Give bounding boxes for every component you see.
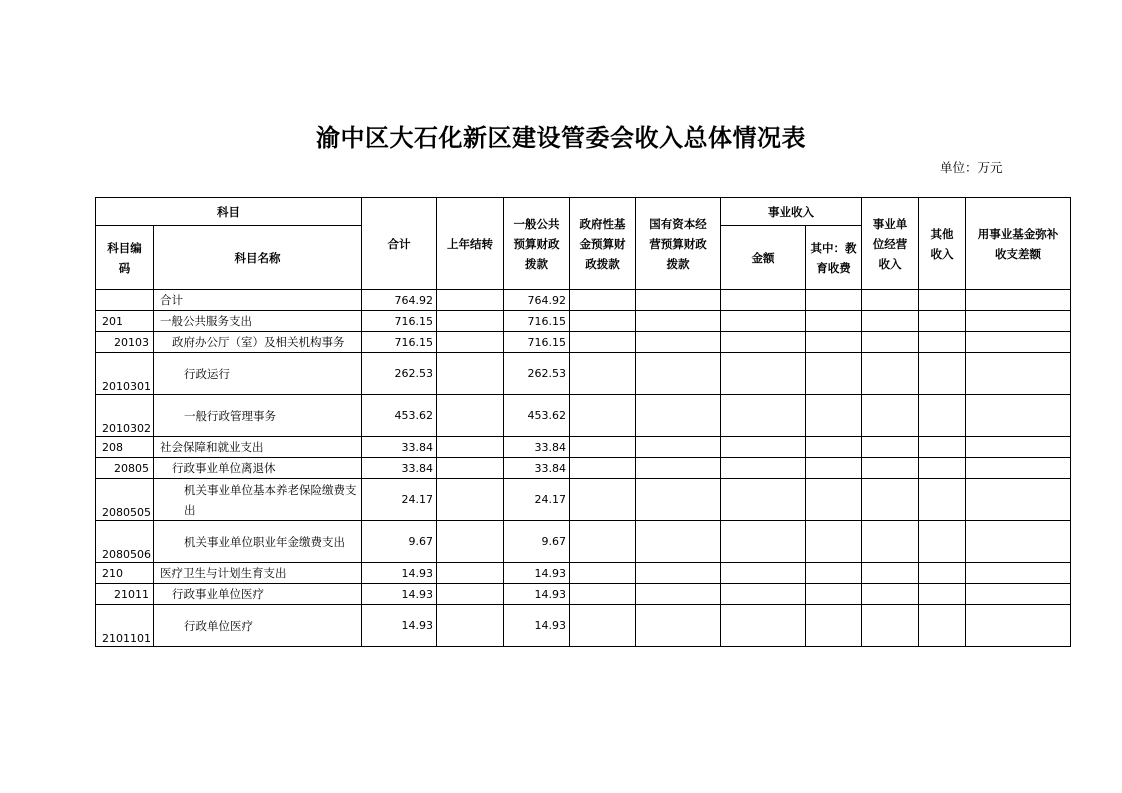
gov-fund-cell [570, 311, 636, 332]
amount-cell [721, 479, 806, 521]
total-cell: 453.62 [362, 395, 437, 437]
state-capital-cell [636, 332, 721, 353]
total-cell: 14.93 [362, 605, 437, 647]
education-fee-cell [806, 353, 862, 395]
fund-balance-cell [966, 479, 1071, 521]
fund-balance-cell [966, 521, 1071, 563]
total-cell: 24.17 [362, 479, 437, 521]
general-budget-cell: 262.53 [504, 353, 570, 395]
table-row [96, 479, 1071, 521]
amount-cell [721, 563, 806, 584]
subject-code-cell: 210 [96, 563, 154, 584]
education-fee-cell [806, 521, 862, 563]
amount-cell [721, 584, 806, 605]
subject-code-cell: 20103 [96, 332, 154, 353]
fund-balance-cell [966, 332, 1071, 353]
state-capital-cell [636, 395, 721, 437]
subject-name-cell: 机关事业单位职业年金缴费支出 [154, 521, 362, 563]
other-income-cell [919, 332, 966, 353]
education-fee-cell [806, 563, 862, 584]
general-budget-cell: 33.84 [504, 458, 570, 479]
general-budget-cell: 716.15 [504, 332, 570, 353]
header-education-fee: 其中：教 育收费 [806, 226, 862, 290]
subject-name-cell: 政府办公厅（室）及相关机构事务 [154, 332, 362, 353]
general-budget-cell: 14.93 [504, 605, 570, 647]
subject-name-cell: 行政事业单位离退休 [154, 458, 362, 479]
other-income-cell [919, 311, 966, 332]
other-income-cell [919, 290, 966, 311]
subject-name-cell: 医疗卫生与计划生育支出 [154, 563, 362, 584]
gov-fund-cell [570, 605, 636, 647]
subject-code-cell: 2080505 [96, 479, 154, 521]
subject-name-cell: 一般公共服务支出 [154, 311, 362, 332]
carryover-cell [437, 479, 504, 521]
amount-cell [721, 395, 806, 437]
other-income-cell [919, 353, 966, 395]
gov-fund-cell [570, 290, 636, 311]
amount-cell [721, 437, 806, 458]
operating-income-cell [862, 437, 919, 458]
subject-code-cell: 2101101 [96, 605, 154, 647]
table-row [96, 353, 1071, 395]
gov-fund-cell [570, 437, 636, 458]
total-cell: 33.84 [362, 437, 437, 458]
gov-fund-cell [570, 458, 636, 479]
carryover-cell [437, 458, 504, 479]
carryover-cell [437, 290, 504, 311]
header-total: 合计 [362, 198, 437, 290]
table-row [96, 605, 1071, 647]
subject-code-cell: 2010302 [96, 395, 154, 437]
header-amount: 金额 [721, 226, 806, 290]
subject-name-cell: 合计 [154, 290, 362, 311]
fund-balance-cell [966, 605, 1071, 647]
carryover-cell [437, 521, 504, 563]
header-state-capital: 国有资本经 营预算财政 拨款 [636, 198, 721, 290]
fund-balance-cell [966, 458, 1071, 479]
total-cell: 764.92 [362, 290, 437, 311]
education-fee-cell [806, 290, 862, 311]
header-subject: 科目 [96, 198, 362, 226]
operating-income-cell [862, 332, 919, 353]
carryover-cell [437, 584, 504, 605]
header-fund-balance: 用事业基金弥补 收支差额 [966, 198, 1071, 290]
table-row [96, 563, 1071, 584]
amount-cell [721, 605, 806, 647]
total-cell: 14.93 [362, 563, 437, 584]
state-capital-cell [636, 563, 721, 584]
other-income-cell [919, 563, 966, 584]
carryover-cell [437, 437, 504, 458]
subject-code-cell: 21011 [96, 584, 154, 605]
state-capital-cell [636, 458, 721, 479]
other-income-cell [919, 437, 966, 458]
subject-code-cell: 201 [96, 311, 154, 332]
education-fee-cell [806, 605, 862, 647]
total-cell: 716.15 [362, 311, 437, 332]
education-fee-cell [806, 437, 862, 458]
operating-income-cell [862, 290, 919, 311]
table-row [96, 311, 1071, 332]
operating-income-cell [862, 311, 919, 332]
education-fee-cell [806, 332, 862, 353]
amount-cell [721, 332, 806, 353]
subject-name-cell: 行政事业单位医疗 [154, 584, 362, 605]
header-subject-name: 科目名称 [154, 226, 362, 290]
general-budget-cell: 764.92 [504, 290, 570, 311]
subject-code-cell: 2010301 [96, 353, 154, 395]
total-cell: 262.53 [362, 353, 437, 395]
state-capital-cell [636, 437, 721, 458]
header-other-income: 其他 收入 [919, 198, 966, 290]
education-fee-cell [806, 584, 862, 605]
amount-cell [721, 290, 806, 311]
carryover-cell [437, 605, 504, 647]
table-body [96, 290, 1071, 647]
fund-balance-cell [966, 353, 1071, 395]
operating-income-cell [862, 353, 919, 395]
other-income-cell [919, 458, 966, 479]
other-income-cell [919, 584, 966, 605]
education-fee-cell [806, 458, 862, 479]
operating-income-cell [862, 605, 919, 647]
subject-code-cell [96, 290, 154, 311]
table-row [96, 458, 1071, 479]
carryover-cell [437, 395, 504, 437]
state-capital-cell [636, 311, 721, 332]
page-title: 渝中区大石化新区建设管委会收入总体情况表 [316, 124, 806, 152]
other-income-cell [919, 395, 966, 437]
operating-income-cell [862, 395, 919, 437]
subject-code-cell: 208 [96, 437, 154, 458]
general-budget-cell: 24.17 [504, 479, 570, 521]
unit-label: 单位：万元 [940, 160, 1003, 175]
subject-name-cell: 行政单位医疗 [154, 605, 362, 647]
subject-name-cell: 社会保障和就业支出 [154, 437, 362, 458]
header-carryover: 上年结转 [437, 198, 504, 290]
gov-fund-cell [570, 584, 636, 605]
operating-income-cell [862, 458, 919, 479]
subject-code-cell: 2080506 [96, 521, 154, 563]
table-row [96, 290, 1071, 311]
state-capital-cell [636, 353, 721, 395]
total-cell: 14.93 [362, 584, 437, 605]
amount-cell [721, 458, 806, 479]
fund-balance-cell [966, 584, 1071, 605]
general-budget-cell: 14.93 [504, 563, 570, 584]
education-fee-cell [806, 311, 862, 332]
state-capital-cell [636, 290, 721, 311]
operating-income-cell [862, 584, 919, 605]
table-row [96, 521, 1071, 563]
carryover-cell [437, 332, 504, 353]
fund-balance-cell [966, 437, 1071, 458]
carryover-cell [437, 353, 504, 395]
carryover-cell [437, 563, 504, 584]
total-cell: 716.15 [362, 332, 437, 353]
header-subject-code: 科目编 码 [96, 226, 154, 290]
header-business-income: 事业收入 [721, 198, 862, 226]
table-row [96, 584, 1071, 605]
subject-code-cell: 20805 [96, 458, 154, 479]
header-operating-income: 事业单 位经营 收入 [862, 198, 919, 290]
state-capital-cell [636, 479, 721, 521]
state-capital-cell [636, 521, 721, 563]
subject-name-cell: 机关事业单位基本养老保险缴费支出 [154, 479, 362, 521]
fund-balance-cell [966, 290, 1071, 311]
amount-cell [721, 521, 806, 563]
header-gov-fund: 政府性基 金预算财 政拨款 [570, 198, 636, 290]
fund-balance-cell [966, 563, 1071, 584]
amount-cell [721, 311, 806, 332]
gov-fund-cell [570, 479, 636, 521]
general-budget-cell: 716.15 [504, 311, 570, 332]
header-general-budget: 一般公共 预算财政 拨款 [504, 198, 570, 290]
fund-balance-cell [966, 311, 1071, 332]
total-cell: 9.67 [362, 521, 437, 563]
general-budget-cell: 453.62 [504, 395, 570, 437]
general-budget-cell: 9.67 [504, 521, 570, 563]
gov-fund-cell [570, 353, 636, 395]
other-income-cell [919, 605, 966, 647]
operating-income-cell [862, 563, 919, 584]
table-row [96, 395, 1071, 437]
income-table [95, 197, 1071, 647]
education-fee-cell [806, 395, 862, 437]
gov-fund-cell [570, 521, 636, 563]
state-capital-cell [636, 584, 721, 605]
table-row [96, 332, 1071, 353]
carryover-cell [437, 311, 504, 332]
gov-fund-cell [570, 395, 636, 437]
operating-income-cell [862, 479, 919, 521]
operating-income-cell [862, 521, 919, 563]
gov-fund-cell [570, 332, 636, 353]
general-budget-cell: 14.93 [504, 584, 570, 605]
fund-balance-cell [966, 395, 1071, 437]
state-capital-cell [636, 605, 721, 647]
subject-name-cell: 一般行政管理事务 [154, 395, 362, 437]
total-cell: 33.84 [362, 458, 437, 479]
gov-fund-cell [570, 563, 636, 584]
education-fee-cell [806, 479, 862, 521]
other-income-cell [919, 479, 966, 521]
general-budget-cell: 33.84 [504, 437, 570, 458]
subject-name-cell: 行政运行 [154, 353, 362, 395]
table-row [96, 437, 1071, 458]
amount-cell [721, 353, 806, 395]
other-income-cell [919, 521, 966, 563]
